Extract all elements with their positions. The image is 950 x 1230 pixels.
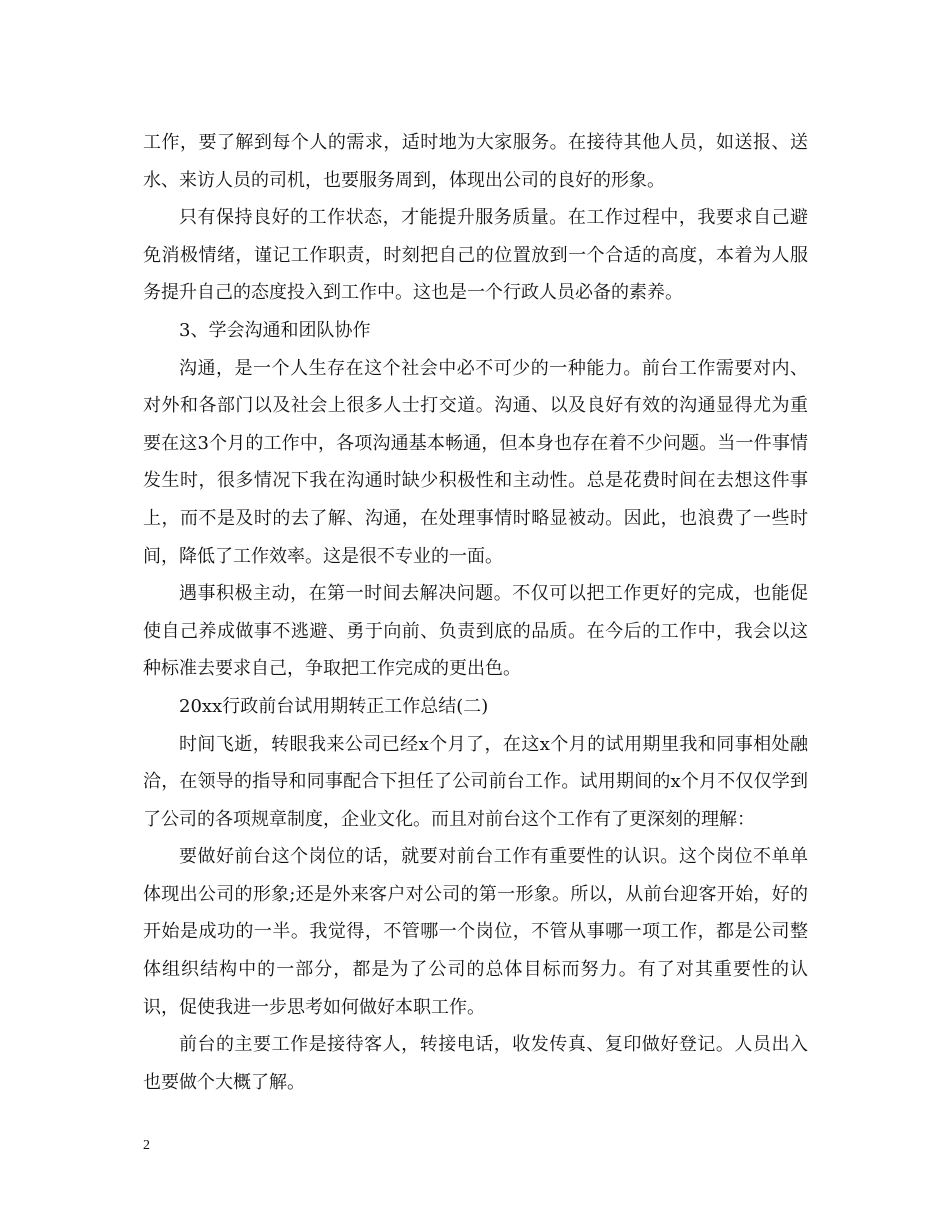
paragraph: 沟通，是一个人生存在这个社会中必不可少的一种能力。前台工作需要对内、对外和各部门以及社会上很多人士打交道。沟通、以及良好有效的沟通显得尤为重要在这3个月的工作中，各项沟通基本畅通，但本身也存在着不少问题。当一件事情发生时，很多情况下我在沟通时缺少积极性和主动性。总是花费时间在去想这件事上，而不是及时的去了解、沟通，在处理事情时略显被动。因此，也浪费了一些时间，降低了工作效率。这是很不专业的一面。 — [143, 357, 808, 567]
section-heading: 3、学会沟通和团队协作 — [179, 319, 371, 341]
section-title: 20xx行政前台试用期转正工作总结(二) — [179, 695, 489, 717]
paragraph: 工作，要了解到每个人的需求，适时地为大家服务。在接待其他人员，如送报、送水、来访人员的司机，也要服务周到，体现出公司的良好的形象。 — [143, 132, 808, 191]
paragraph: 要做好前台这个岗位的话，就要对前台工作有重要性的认识。这个岗位不单单体现出公司的形象;还是外来客户对公司的第一形象。所以，从前台迎客开始，好的开始是成功的一半。我觉得，不管哪一个岗位，不管从事哪一项工作，都是公司整体组织结构中的一部分，都是为了公司的总体目标而努力。有了对其重要性的认识，促使我进一步思考如何做好本职工作。 — [143, 846, 808, 1018]
paragraph: 遇事积极主动，在第一时间去解决问题。不仅可以把工作更好的完成，也能促使自己养成做事不逃避、勇于向前、负责到底的品质。在今后的工作中，我会以这种标准去要求自己，争取把工作完成的更出色。 — [143, 583, 808, 680]
document-body — [143, 124, 808, 1101]
paragraph: 时间飞逝，转眼我来公司已经x个月了，在这x个月的试用期里我和同事相处融洽，在领导的指导和同事配合下担任了公司前台工作。试用期间的x个月不仅仅学到了公司的各项规章制度，企业文化。而且对前台这个工作有了更深刻的理解： — [143, 733, 808, 830]
paragraph: 前台的主要工作是接待客人，转接电话，收发传真、复印做好登记。人员出入也要做个大概了解。 — [143, 1034, 808, 1093]
paragraph: 只有保持良好的工作状态，才能提升服务质量。在工作过程中，我要求自己避免消极情绪，谨记工作职责，时刻把自己的位置放到一个合适的高度，本着为人服务提升自己的态度投入到工作中。这也是一个行政人员必备的素养。 — [143, 207, 808, 304]
page-number: 2 — [143, 1138, 150, 1153]
